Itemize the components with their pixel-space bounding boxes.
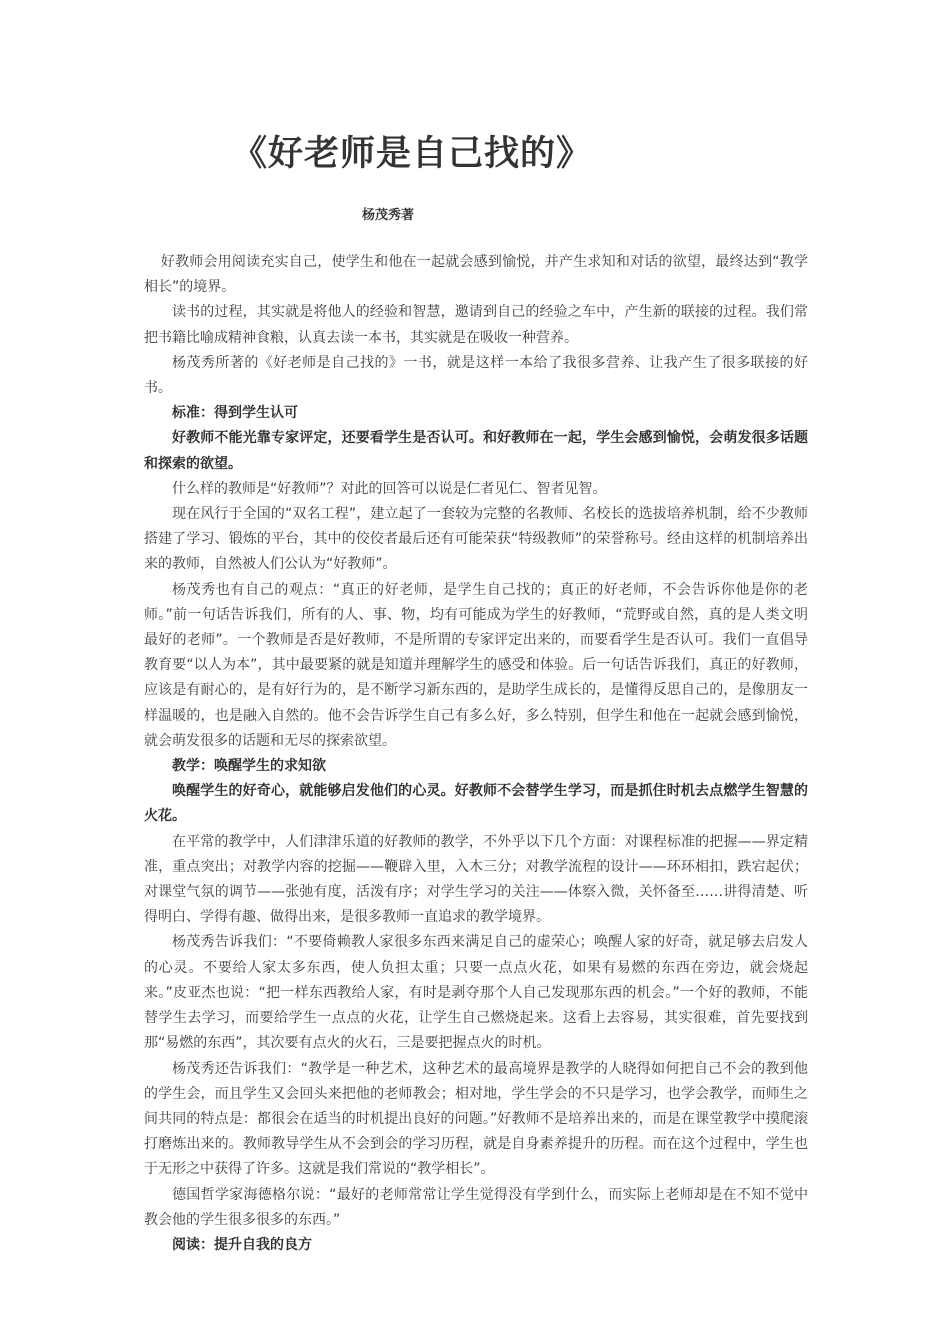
section-lead: 唤醒学生的好奇心，就能够启发他们的心灵。好教师不会替学生学习，而是抓住时机去点燃学生智慧的火花。 xyxy=(144,783,808,825)
paragraph: 什么样的教师是“好教师”？对此的回答可以说是仁者见仁、智者见智。 xyxy=(172,480,607,497)
paragraph: 在平常的教学中，人们津津乐道的好教师的教学，不外乎以下几个方面：对课程标准的把握——界定精准，重点突出；对教学内容的挖掘——鞭辟入里，入木三分；对教学流程的设计——环环相扣，跌宕起伏；对课堂气氛的调节——张弛有度，活泼有序；对学生学习的关注——体察入微，关怀备至……讲得清楚、听得明白、学得有趣、做得出来，是很多教师一直追求的教学境界。 xyxy=(144,833,808,926)
section-heading: 教学：唤醒学生的求知欲 xyxy=(172,758,326,775)
paragraph: 杨茂秀还告诉我们：“教学是一种艺术，这种艺术的最高境界是教学的人晓得如何把自己不会的教到他的学生会，而且学生又会回头来把他的老师教会；相对地，学生学会的不只是学习，也学会教学，而师生之间共同的特点是：都很会在适当的时机提出良好的问题。”好教师不是培养出来的，而是在课堂教学中摸爬滚打磨炼出来的。教师教导学生从不会到会的学习历程，就是自身素养提升的历程。而在这个过程中，学生也于无形之中获得了许多。这就是我们常说的“教学相长”。 xyxy=(144,1060,808,1178)
paragraph: 读书的过程，其实就是将他人的经验和智慧，邀请到自己的经验之车中，产生新的联接的过程。我们常把书籍比喻成精神食粮，认真去读一本书，其实就是在吸收一种营养。 xyxy=(144,304,808,346)
document-title: 《好老师是自己找的》 xyxy=(232,134,593,174)
section-lead: 好教师不能光靠专家评定，还要看学生是否认可。和好教师在一起，学生会感到愉悦，会萌发很多话题和探索的欲望。 xyxy=(144,430,808,472)
paragraph: 杨茂秀所著的《好老师是自己找的》一书，就是这样一本给了我很多营养、让我产生了很多联接的好书。 xyxy=(144,354,808,397)
paragraph: 杨茂秀也有自己的观点：“真正的好老师，是学生自己找的；真正的好老师，不会告诉你他是你的老师。”前一句话告诉我们，所有的人、事、物，均有可能成为学生的好教师，“荒野或自然，真的是人类文明最好的老师”。一个教师是否是好教师，不是所谓的专家评定出来的，而要看学生是否认可。我们一直倡导教育要“以人为本”，其中最要紧的就是知道并理解学生的感受和体验。后一句话告诉我们，真正的好教师，应该是有耐心的，是有好行为的，是不断学习新东西的，是助学生成长的，是懂得反思自己的，是像朋友一样温暖的，也是融入自然的。他不会告诉学生自己有多么好，多么特别，但学生和他在一起就会感到愉悦，就会萌发很多的话题和无尽的探索欲望。 xyxy=(144,581,808,749)
paragraph: 好教师会用阅读充实自己，使学生和他在一起就会感到愉悦，并产生求知和对话的欲望，最终达到“教学相长”的境界。 xyxy=(144,254,808,296)
document-body xyxy=(144,250,808,1258)
paragraph: 德国哲学家海德格尔说：“最好的老师常常让学生觉得没有学到什么，而实际上老师却是在不知不觉中教会他的学生很多很多的东西。” xyxy=(144,1186,808,1228)
document-author: 杨茂秀著 xyxy=(362,208,415,223)
section-heading: 阅读：提升自我的良方 xyxy=(172,1236,312,1253)
paragraph: 杨茂秀告诉我们：“不要倚赖教人家很多东西来满足自己的虚荣心；唤醒人家的好奇，就足够去启发人的心灵。不要给人家太多东西，使人负担太重；只要一点点火花，如果有易燃的东西在旁边，就会烧起来。”皮亚杰也说：“把一样东西教给人家，有时是剥夺那个人自己发现那东西的机会。”一个好的教师，不能替学生去学习，而要给学生一点点的火花，让学生自己燃烧起来。这看上去容易，其实很难，首先要找到那“易燃的东西”，其次要有点火的火石，三是要把握点火的时机。 xyxy=(144,934,808,1052)
section-heading: 标准：得到学生认可 xyxy=(172,405,298,422)
paragraph: 现在风行于全国的“双名工程”，建立起了一套较为完整的名教师、名校长的选拔培养机制，给不少教师搭建了学习、锻炼的平台，其中的佼佼者最后还有可能荣获“特级教师”的荣誉称号。经由这样的机制培养出来的教师，自然被人们公认为“好教师”。 xyxy=(144,506,808,573)
